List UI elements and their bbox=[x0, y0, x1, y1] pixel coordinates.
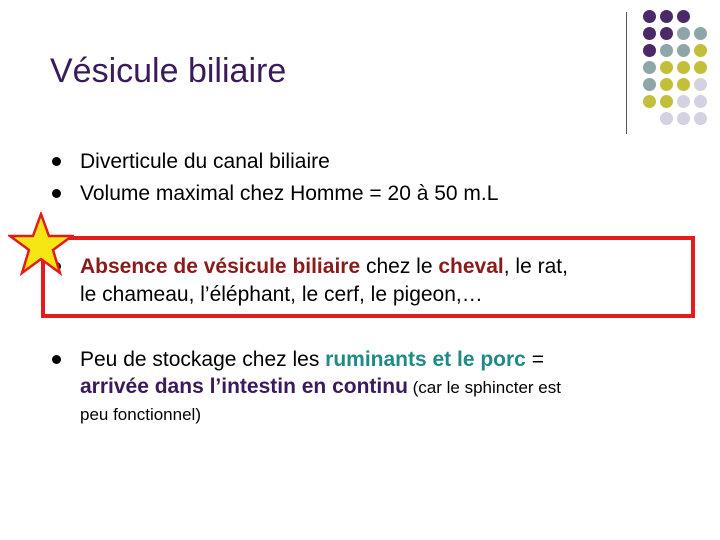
decorative-dot bbox=[694, 44, 707, 57]
decorative-dot bbox=[677, 44, 690, 57]
bullet-text-line3: peu fonctionnel) bbox=[80, 405, 201, 424]
decorative-dot bbox=[694, 61, 707, 74]
decorative-dot bbox=[677, 61, 690, 74]
decorative-dot bbox=[643, 10, 656, 23]
bullet-text-line2 bbox=[80, 373, 561, 401]
decorative-dot bbox=[643, 95, 656, 108]
decorative-dot bbox=[660, 27, 673, 40]
bullet-text bbox=[80, 253, 568, 280]
bullet-text: Volume maximal chez Homme = 20 à 50 m.L bbox=[80, 182, 499, 205]
decorative-dot bbox=[660, 95, 673, 108]
slide-title: Vésicule biliaire bbox=[50, 52, 287, 90]
emphasis-text: ruminants et le porc bbox=[325, 348, 526, 371]
emphasis-text: cheval bbox=[438, 255, 504, 278]
plain-text: (car le sphincter est bbox=[407, 378, 561, 397]
decorative-dot bbox=[660, 112, 673, 125]
decorative-dot bbox=[677, 95, 690, 108]
decorative-divider bbox=[626, 12, 627, 134]
decorative-dot bbox=[643, 44, 656, 57]
emphasis-text: arrivée dans l’intestin en continu bbox=[80, 375, 408, 398]
bullet-dot bbox=[52, 189, 61, 198]
decorative-dot bbox=[660, 78, 673, 91]
decorative-dot bbox=[677, 78, 690, 91]
bullet-dot bbox=[52, 355, 61, 364]
decorative-dot bbox=[643, 78, 656, 91]
decorative-dot bbox=[677, 27, 690, 40]
bullet-text-line2: le chameau, l’éléphant, le cerf, le pigeon,… bbox=[80, 283, 483, 306]
bullet-text: Diverticule du canal biliaire bbox=[80, 150, 330, 173]
decorative-dot bbox=[694, 112, 707, 125]
emphasis-text: Absence de vésicule biliaire bbox=[80, 255, 361, 278]
decorative-dot bbox=[643, 27, 656, 40]
plain-text: chez le bbox=[360, 255, 439, 278]
decorative-dot bbox=[660, 61, 673, 74]
decorative-dot bbox=[694, 95, 707, 108]
plain-text: Peu de stockage chez les bbox=[80, 348, 326, 371]
star-icon bbox=[8, 212, 74, 276]
decorative-dot bbox=[677, 10, 690, 23]
bullet-dot bbox=[52, 157, 61, 166]
bullet-text bbox=[80, 346, 544, 373]
decorative-dot bbox=[694, 78, 707, 91]
decorative-dot bbox=[643, 61, 656, 74]
plain-text: = bbox=[525, 348, 544, 371]
decorative-dot bbox=[677, 112, 690, 125]
decorative-dot bbox=[660, 44, 673, 57]
decorative-dot bbox=[694, 27, 707, 40]
plain-text: , le rat, bbox=[503, 255, 568, 278]
decorative-dot bbox=[660, 10, 673, 23]
